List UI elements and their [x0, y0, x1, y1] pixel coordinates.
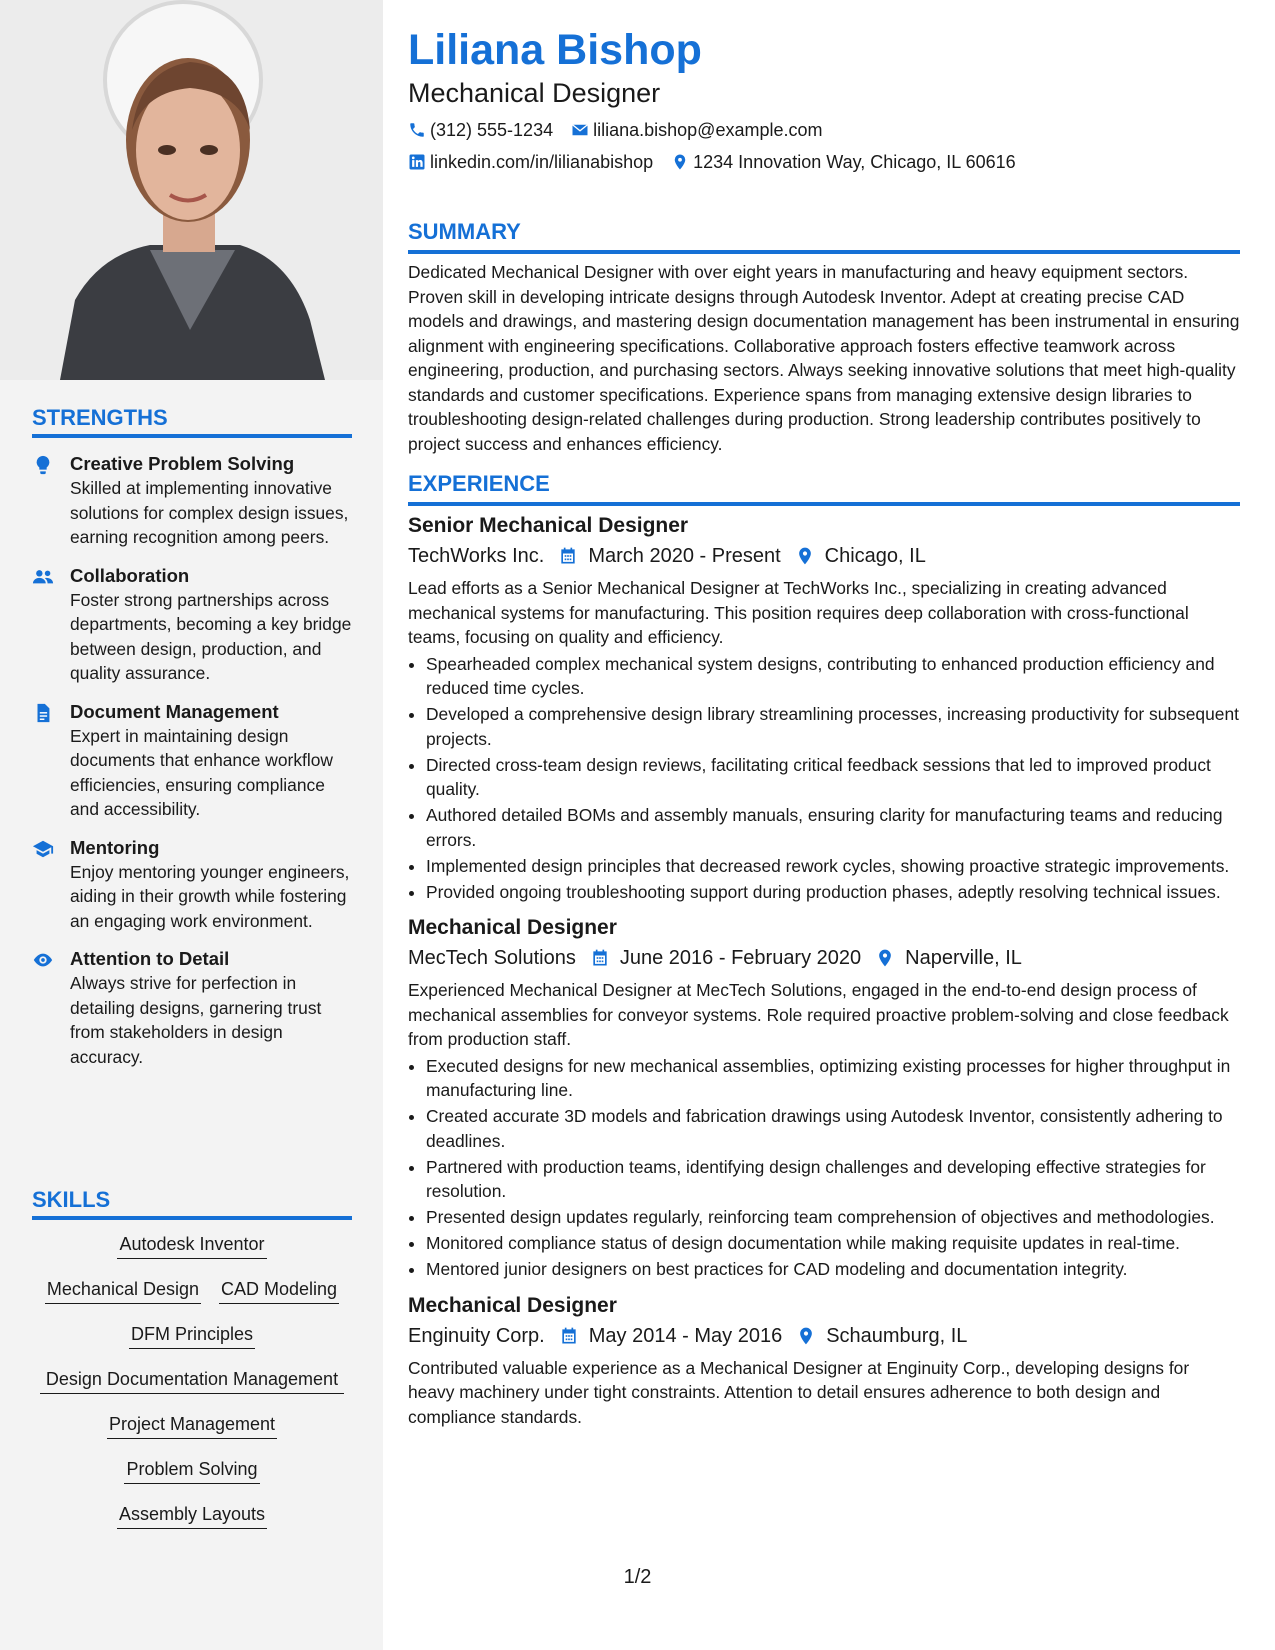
address-text: 1234 Innovation Way, Chicago, IL 60616: [693, 152, 1016, 172]
linkedin-contact[interactable]: [408, 150, 653, 174]
job-description: Lead efforts as a Senior Mechanical Designer at TechWorks Inc., specializing in creating advanced mechanical systems for manufacturing. This position requires deep collaboration with cross-functional teams, focusing on quality and efficiency.: [408, 578, 1189, 647]
envelope-icon: [571, 121, 589, 139]
contact-row: [408, 150, 1240, 174]
skill-tag: Assembly Layouts: [117, 1502, 267, 1529]
strength-item: [32, 564, 352, 686]
job-location: Naperville, IL: [905, 947, 1022, 969]
job-entry: [408, 512, 1240, 904]
job-description: Experienced Mechanical Designer at MecTech Solutions, engaged in the end-to-end design process of mechanical assemblies for conveyor systems. Role required proactive problem-solving and close feedback from production staff.: [408, 980, 1229, 1049]
address-contact: [671, 150, 1016, 174]
summary-heading: SUMMARY: [408, 218, 1240, 254]
graduation-cap-icon: [32, 836, 70, 934]
map-pin-icon: [875, 948, 895, 968]
job-bullet: • Executed designs for new mechanical assemblies, optimizing existing processes for higher throughput in manufacturing line.: [426, 1054, 1240, 1103]
linkedin-icon: [408, 153, 426, 171]
job-bullet: • Monitored compliance status of design documentation while making requisite updates in real-time.: [426, 1231, 1240, 1256]
strength-title: Collaboration: [70, 564, 190, 586]
contact-row: [408, 118, 1240, 142]
job-bullet: • Implemented design principles that decreased rework cycles, showing proactive strategic improvements.: [426, 854, 1240, 879]
strength-title: Document Management: [70, 700, 279, 722]
skill-tag: Design Documentation Management: [40, 1367, 344, 1394]
people-icon: [32, 564, 70, 686]
job-bullets: [408, 1054, 1240, 1282]
strength-item: [32, 947, 352, 1069]
job-location: Chicago, IL: [824, 545, 926, 567]
skill-tag: CAD Modeling: [219, 1277, 339, 1304]
strength-text: Foster strong partnerships across departments, becoming a key bridge between design, production, and quality assurance.: [70, 589, 352, 683]
job-bullet: • Spearheaded complex mechanical system designs, contributing to enhanced production efficiency and reduced time cycles.: [426, 652, 1240, 701]
job-bullet: • Mentored junior designers on best practices for CAD modeling and documentation integrity.: [426, 1257, 1240, 1282]
strength-text: Always strive for perfection in detailing designs, garnering trust from stakeholders in design accuracy.: [70, 973, 322, 1067]
job-meta: [408, 944, 1240, 972]
skill-tag: Mechanical Design: [45, 1277, 201, 1304]
job-bullet: • Created accurate 3D models and fabrication drawings using Autodesk Inventor, consistently adhering to deadlines.: [426, 1104, 1240, 1153]
job-title: Mechanical Designer: [408, 1293, 617, 1317]
job-title: Senior Mechanical Designer: [408, 514, 689, 537]
strength-title: Attention to Detail: [70, 948, 230, 969]
skill-tag: Project Management: [107, 1412, 277, 1439]
job-dates: March 2020 - Present: [588, 545, 781, 567]
calendar-icon: [559, 1326, 579, 1346]
candidate-title: Mechanical Designer: [408, 78, 661, 108]
job-bullet: • Authored detailed BOMs and assembly manuals, ensuring clarity for manufacturing teams and reducing errors.: [426, 803, 1240, 852]
experience-section: [408, 470, 1240, 1429]
skills-section: [32, 1186, 352, 1547]
skills-heading: SKILLS: [32, 1186, 352, 1220]
summary-text: Dedicated Mechanical Designer with over eight years in manufacturing and heavy equipment sectors. Proven skill in developing intricate designs through Autodesk Inventor. Adept at creating precise CAD models and drawings, and mastering design documentation management has been instrumental in ensuring alignment with engineering specifications. Collaborative approach fosters effective teamwork across engineering, production, and purchasing sectors. Always seeking innovative solutions that meet high-quality standards and customer specifications. Experience spans from managing extensive design libraries to troubleshooting design-related challenges during production. Strong leadership contributes positively to project success and enhances efficiency.: [408, 262, 1240, 454]
strength-title: Creative Problem Solving: [70, 453, 295, 474]
email-contact[interactable]: [571, 118, 822, 142]
calendar-icon: [590, 948, 610, 968]
job-title: Mechanical Designer: [408, 916, 617, 939]
job-bullets: [408, 652, 1240, 905]
phone-icon: [408, 121, 426, 139]
strength-text: Expert in maintaining design documents that enhance workflow efficiencies, ensuring compliance and accessibility.: [70, 725, 333, 819]
job-dates: June 2016 - February 2020: [619, 947, 862, 969]
job-location: Schaumburg, IL: [826, 1324, 968, 1347]
email-text[interactable]: liliana.bishop@example.com: [593, 120, 823, 140]
calendar-icon: [558, 546, 578, 566]
strength-text: Enjoy mentoring younger engineers, aiding in their growth while fostering an engaging work environment.: [70, 861, 350, 931]
skill-tag: Problem Solving: [124, 1457, 259, 1484]
strength-item: [32, 700, 352, 822]
job-entry: [408, 1292, 1240, 1430]
strength-text: Skilled at implementing innovative solutions for complex design issues, earning recognition among peers.: [70, 478, 349, 547]
job-meta: [408, 1322, 1240, 1350]
phone-text: (312) 555-1234: [430, 120, 554, 140]
job-company: MecTech Solutions: [408, 947, 576, 969]
main-content: [408, 24, 1240, 1429]
strengths-section: [32, 404, 352, 1069]
job-bullet: • Provided ongoing troubleshooting support during production phases, adeptly resolving technical issues.: [426, 880, 1240, 905]
job-bullet: • Developed a comprehensive design library streamlining processes, increasing productivity for subsequent projects.: [426, 702, 1240, 751]
strengths-heading: STRENGTHS: [32, 404, 352, 438]
lightbulb-icon: [32, 452, 70, 550]
map-pin-icon: [671, 153, 689, 171]
job-meta: [408, 542, 1240, 570]
strength-title: Mentoring: [70, 836, 160, 858]
strength-item: [32, 836, 352, 934]
map-pin-icon: [795, 546, 815, 566]
job-dates: May 2014 - May 2016: [588, 1324, 783, 1347]
linkedin-text[interactable]: linkedin.com/in/lilianabishop: [430, 152, 654, 172]
strength-item: [32, 452, 352, 550]
phone-contact: [408, 118, 553, 142]
skill-tag: Autodesk Inventor: [117, 1232, 266, 1259]
job-company: Enginuity Corp.: [408, 1324, 545, 1347]
document-icon: [32, 700, 70, 822]
job-bullet: • Directed cross-team design reviews, facilitating critical feedback sessions that led to improved product quality.: [426, 753, 1240, 802]
skill-tag: DFM Principles: [129, 1322, 255, 1349]
job-bullet: • Partnered with production teams, identifying design challenges and developing effective strategies for resolution.: [426, 1155, 1240, 1204]
map-pin-icon: [796, 1326, 816, 1346]
candidate-name: Liliana Bishop: [408, 26, 702, 74]
skills-list: [32, 1232, 352, 1529]
eye-icon: [32, 947, 70, 1069]
sidebar: [0, 0, 383, 1650]
summary-section: [408, 218, 1240, 456]
page-number: 1/2: [623, 1566, 652, 1588]
job-entry: [408, 914, 1240, 1282]
profile-photo: [0, 0, 383, 380]
job-bullet: • Presented design updates regularly, reinforcing team comprehension of objectives and methodologies.: [426, 1205, 1240, 1230]
experience-heading: EXPERIENCE: [408, 470, 1240, 506]
job-description: Contributed valuable experience as a Mechanical Designer at Enginuity Corp., developing designs for heavy machinery under tight constraints. Attention to detail ensures adherence to both design and compliance standards.: [408, 1357, 1190, 1427]
job-company: TechWorks Inc.: [408, 545, 545, 567]
